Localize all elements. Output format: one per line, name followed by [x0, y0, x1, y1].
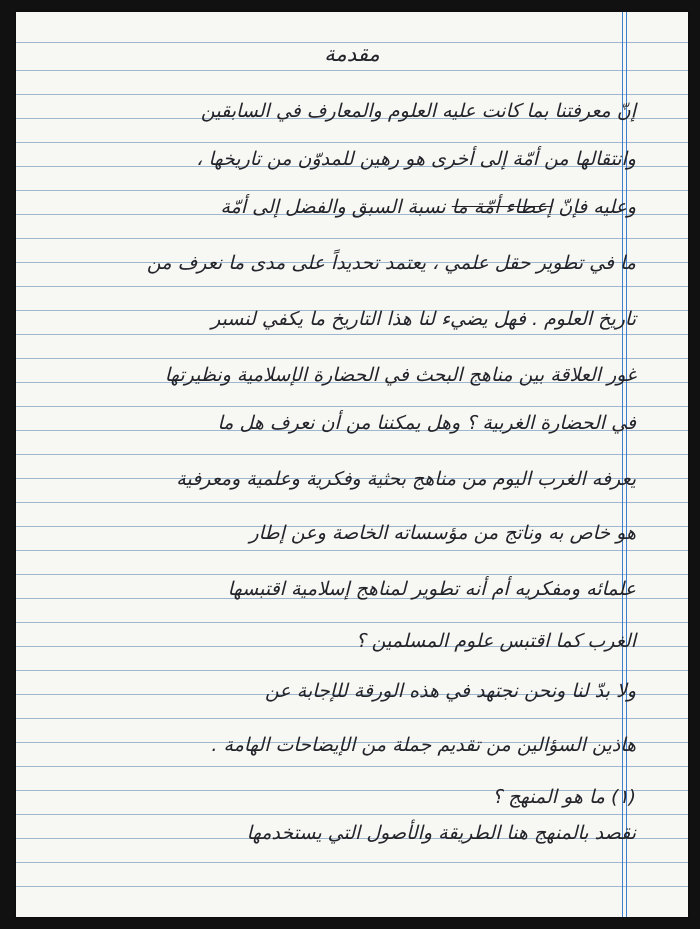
- text-line-6: غور العلاقة بين مناهج البحث في الحضارة الإسلامية ونظيرتها: [164, 364, 636, 386]
- ruled-line: [16, 94, 688, 95]
- text-line-3-start: وعليه فإنّ: [558, 196, 636, 218]
- text-line-1: إنّ معرفتنا بما كانت عليه العلوم والمعارف في السابقين: [200, 100, 636, 122]
- text-line-9: هو خاص به وناتج من مؤسساته الخاصة وعن إطار: [249, 522, 636, 544]
- ruled-line: [16, 142, 688, 143]
- text-line-14: (١) ما هو المنهج ؟: [492, 786, 636, 808]
- ruled-line: [16, 670, 688, 671]
- ruled-line: [16, 502, 688, 503]
- text-line-3: [221, 196, 637, 218]
- struck-out-text: إعطاء أمّة ما: [451, 196, 553, 218]
- text-line-13: هاذين السؤالين من تقديم جملة من الإيضاحات الهامة .: [211, 734, 636, 756]
- text-line-11: الغرب كما اقتبس علوم المسلمين ؟: [355, 630, 636, 652]
- ruled-line: [16, 814, 688, 815]
- ruled-line: [16, 550, 688, 551]
- text-line-3-end: نسبة السبق والفضل إلى أمّة: [220, 196, 446, 218]
- ruled-line: [16, 334, 688, 335]
- ruled-line: [16, 238, 688, 239]
- ruled-line: [16, 454, 688, 455]
- text-line-15: نقصد بالمنهج هنا الطريقة والأصول التي يستخدمها: [246, 822, 636, 844]
- page-title: مقدمة: [324, 42, 380, 66]
- text-line-2: وانتقالها من أمّة إلى أخرى هو رهين للمدوّن من تاريخها ،: [196, 148, 636, 170]
- text-line-4: ما في تطوير حقل علمي ، يعتمد تحديداً على مدى ما نعرف من: [146, 252, 636, 274]
- text-line-12: ولا بدّ لنا ونحن نجتهد في هذه الورقة للإجابة عن: [264, 680, 636, 702]
- text-line-8: يعرفه الغرب اليوم من مناهج بحثية وفكرية وعلمية ومعرفية: [176, 468, 636, 490]
- ruled-line: [16, 190, 688, 191]
- ruled-line: [16, 70, 688, 71]
- text-line-7: في الحضارة الغربية ؟ وهل يمكننا من أن نعرف هل ما: [217, 412, 636, 434]
- ruled-line: [16, 286, 688, 287]
- ruled-line: [16, 718, 688, 719]
- ruled-line: [16, 406, 688, 407]
- ruled-line: [16, 622, 688, 623]
- text-line-10: علمائه ومفكريه أم أنه تطوير لمناهج إسلامية اقتبسها: [227, 578, 636, 600]
- text-line-5: تاريخ العلوم . فهل يضيء لنا هذا التاريخ ما يكفي لنسبر: [211, 308, 636, 330]
- ruled-line: [16, 358, 688, 359]
- lined-paper-sheet: [16, 12, 688, 917]
- ruled-line: [16, 862, 688, 863]
- ruled-line: [16, 766, 688, 767]
- ruled-line: [16, 886, 688, 887]
- ruled-line: [16, 574, 688, 575]
